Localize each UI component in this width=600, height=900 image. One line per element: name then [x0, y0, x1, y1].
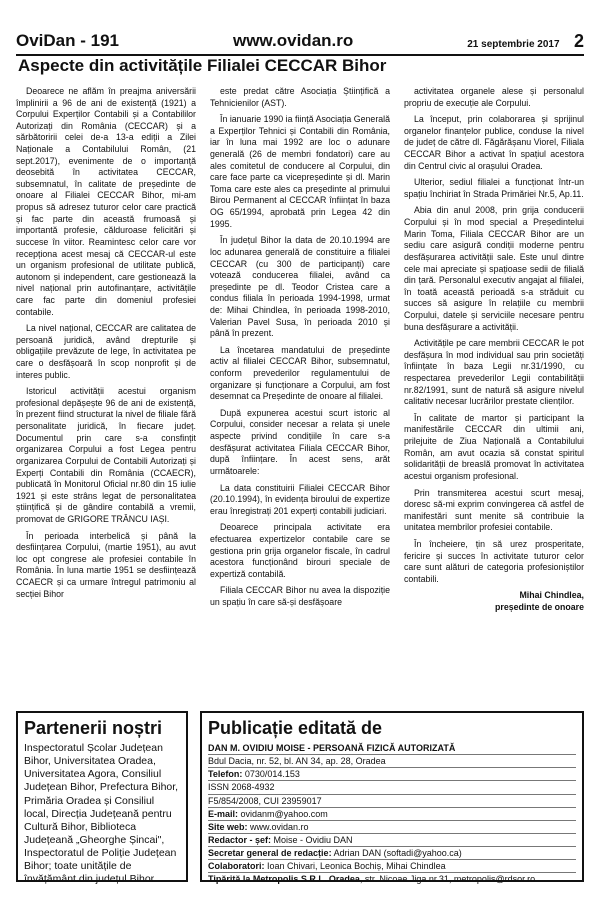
paragraph: După expunerea acestui scurt istoric al Corpului, consider necesar a relata și unele aspecte privind condițiile în care s-a desfășurat activitatea Filiala CECCAR Bihor, după înființare. În acest sens, arăt următoarele: [210, 407, 390, 476]
paragraph: La început, prin colaborarea și sprijinul organelor finanțelor publice, conduse la nivel de județ de către dl. Făgărășanu Viorel, Filiala CECCAR Bihor a activat în spațiul acestora din Centrul civic al orașului Oradea. [404, 114, 584, 171]
printer-label: Tipărită la Metropolis S.R.L. Oradea [208, 874, 360, 885]
printer-line [208, 873, 576, 885]
phone-label: Telefon: [208, 769, 243, 780]
paragraph: În județul Bihor la data de 20.10.1994 are loc adunarea generală de constituire a filialei CECCAR (cu 300 de participanți) care votează conducerea filialei, având ca președinte pe dl. Teodor Cristea care a condus filiala în perioada 1994-1998, urmat de: Mihai Chindlea, în perioada 1998-2010, Valerian Pavel Susa, în perioada 2010 și până în prezent. [210, 235, 390, 339]
signature-role: președinte de onoare [495, 601, 584, 612]
issue-date: 21 septembrie 2017 [467, 38, 560, 50]
paragraph: La nivel național, CECCAR are calitatea de persoană juridică, având drepturile și obligațiile prevăzute de lege, în activitatea pe care o desfășoară în scop nonprofit și de interes public. [16, 323, 196, 380]
article-body [16, 86, 584, 701]
editor-value: Moise - Ovidiu DAN [273, 834, 353, 845]
issn-line: ISSN 2068-4932 [208, 781, 576, 794]
collaborators-label: Colaboratori: [208, 861, 265, 872]
partners-list: Inspectoratul Școlar Județean Bihor, Universitatea Oradea, Universitatea Agora, Consiliul Județean Bihor, Prefectura Bihor, Primăria Oradea și Consiliul local, Direcția Județeană pentru Cultură Bihor, Biblioteca Județeană „Gheorghe Șincai", Inspectoratul de Poliție Județean Bihor; toate unitățile de învățământ din județul Bihor [24, 742, 179, 886]
paragraph: Ulterior, sediul filialei a funcționat într-un spațiu închiriat în Strada Primăriei Nr.5, Ap.11. [404, 177, 584, 199]
email-label: E-mail: [208, 808, 239, 819]
editor-line [208, 834, 576, 847]
secretary-value: Adrian DAN (softadi@yahoo.ca) [333, 848, 462, 859]
paragraph: Deoarece ne aflăm în preajma aniversării împlinirii a 96 de ani de existență (1921) a Corpului Experților Contabili și a Contabililor Autorizați din România (CECCAR) și a sărbătoririi celei de-a 13-a ediții a Zilei Naționale a Contabilului Român, (21 sept.2017), evenimente de o importanță deosebită în activitatea CECCAR, subsemnatul, în calitate de președinte de onoare al Filialei CECCAR Bihor, mi-am propus să adresez tuturor celor care practică și fac parte din această frumoasă și importantă profesie, călduroase felicitări și succese în viitor. Reamintesc celor care vor recepționa acest mesaj că CECCAR-ul este un organism profesional de utilitate publică, autonom și independent, care gestionează la nivel național prin autofinanțare, activitățile care fac parte din domeniul profesiei contabile. [16, 86, 196, 317]
paragraph: În ianuarie 1990 ia ființă Asociația Generală a Experților Tehnici și Contabili din România, iar în luna mai 1992 are loc o adunare generală (26 de membri fondatori) care au ales comitetul de conducere al Corpului, din care face parte ca vicepreședinte și dl. Marin Toma care este ales ca președinte al primului Birou Permanent al CECCAR înființat în baza OG 65/1994, aprobată prin Legea 42 din 1995. [210, 114, 390, 229]
paragraph: În perioada interbelică și până la desființarea Corpului, (martie 1951), au avut loc opt congrese ale profesiei contabile în România. În luna martie 1951 se desființează CCAECR și ca urmare întregul patrimoniu al secției Bihor [16, 530, 196, 599]
header-right [467, 31, 584, 52]
paragraph: este predat către Asociația Științifică a Tehnicienilor (AST). [210, 86, 390, 108]
publication-box [200, 711, 584, 885]
article-signature [404, 590, 584, 613]
newspaper-brand: OviDan - 191 [16, 31, 119, 50]
email-line [208, 808, 576, 821]
article-column-2 [210, 86, 390, 701]
publisher-name: DAN M. OVIDIU MOISE - PERSOANĂ FIZICĂ AUTORIZATĂ [208, 742, 576, 755]
collaborators-value: Ioan Chivari, Leonica Bochiș, Mihai Chindlea [267, 861, 446, 872]
website-link[interactable]: www.ovidan.ro [232, 31, 354, 50]
partners-title: Partenerii noștri [24, 718, 163, 738]
web-label: Site web: [208, 821, 248, 832]
article-column-1 [16, 86, 196, 701]
paragraph: Abia din anul 2008, prin grija conducerii Corpului și în mod special a Președintelui Marin Toma, Filiala CECCAR Bihor are un sediu care asigură condiții moderne pentru desfășurarea activității sale. Este unul dintre cele mai apreciate și spațioase sedii de filială din țară. Personalul executiv angajat al filialei, în toată această perioadă s-a străduit cu succes să asigure în relațiile cu membrii Corpului, datele și serviciile necesare pentru buna desfășurare a activității. [404, 205, 584, 332]
printer-value: , str. Nicoae Jiga nr.31, metropolis@rdsor.ro [359, 874, 536, 885]
publication-title: Publicație editată de [208, 718, 383, 738]
secretary-label: Secretar general de redacție: [208, 848, 332, 859]
publisher-address: Bdul Dacia, nr. 52, bl. AN 34, ap. 28, Oradea [208, 755, 576, 768]
secretary-line [208, 847, 576, 860]
editor-label: Redactor - șef: [208, 834, 272, 845]
email-value[interactable]: ovidanm@yahoo.com [240, 808, 328, 819]
paragraph: Filiala CECCAR Bihor nu avea la dispoziție un spațiu în care să-și desfășoare [210, 585, 390, 607]
paragraph: Deoarece principala activitate era efectuarea expertizelor contabile care se gestiona prin grija organelor fiscale, în cadrul acestora funcționând birouri speciale de expertiză contabilă. [210, 522, 390, 579]
paragraph: La încetarea mandatului de președinte activ al filialei CECCAR Bihor, subsemnatul, conform prevederilor regulamentului de organizare și funcționare a Corpului, am fost desemnat ca Președinte de onoare al filialei. [210, 344, 390, 402]
paragraph: Activitățile pe care membrii CECCAR le pot desfășura în mod individual sau prin societăți înființate în baza Legii nr.31/1990, cu respectarea prevederilor Legii contabilității nr.82/1991, sunt de natură să asigure nivelul calitativ necesar lucrărilor prestate clienților. [404, 338, 584, 407]
paragraph: activitatea organele alese și personalul propriu de execuție ale Corpului. [404, 86, 584, 108]
collaborators-line [208, 860, 576, 873]
phone-value: 0730/014.153 [244, 769, 300, 780]
web-value[interactable]: www.ovidan.ro [250, 821, 309, 832]
partners-box [16, 711, 188, 886]
paragraph: Prin transmiterea acestui scurt mesaj, doresc să-mi exprim convingerea că astfel de manifestări sunt menite să contribuie la unitatea membrilor profesiei contabile. [404, 487, 584, 533]
paragraph: În încheiere, țin să urez prosperitate, fericire și succes în activitate tuturor celor care sunt alături de categoria profesioniștilor contabili. [404, 538, 584, 584]
page-number: 2 [573, 30, 584, 51]
signature-name: Mihai Chindlea, [519, 590, 584, 601]
paragraph: Istoricul activității acestui organism profesional depășește 96 de ani de existență, în prezent fiind structurat la nivel de filiale fără personalitate juridică, în fiecare județ. Documentul prin care s-a consfințit organizarea Corpului a fost Legea pentru organizarea Corpului de Contabili Autorizați și Experți Contabili din România (CCAECR), publicată în Monitorul Oficial nr.80 din 15 iulie 1921 și este strâns legat de personalitatea științifică și de gândire contabilă a vremii, promovat de GRIGORE TRÂNCU IAȘI. [16, 386, 196, 524]
fiscal-line: F5/854/2008, CUI 23959017 [208, 795, 576, 808]
paragraph: La data constituirii Filialei CECCAR Bihor (20.10.1994), în evidența biroului de expertize erau înregistrați 201 experți contabili judiciari. [210, 482, 390, 516]
article-column-3 [404, 86, 584, 701]
web-line [208, 821, 576, 834]
paragraph: În calitate de martor și participant la manifestările CECCAR din ultimii ani, prilejuite de Ziua Națională a Contabilului Român, am avut ocazia să constat spiritul solidarității de breaslă promovat în activitatea acestui organism profesional. [404, 412, 584, 481]
article-title: Aspecte din activitățile Filialei CECCAR Bihor [18, 56, 387, 75]
footer-boxes [16, 711, 584, 886]
page-header [16, 28, 584, 56]
phone-line [208, 768, 576, 781]
